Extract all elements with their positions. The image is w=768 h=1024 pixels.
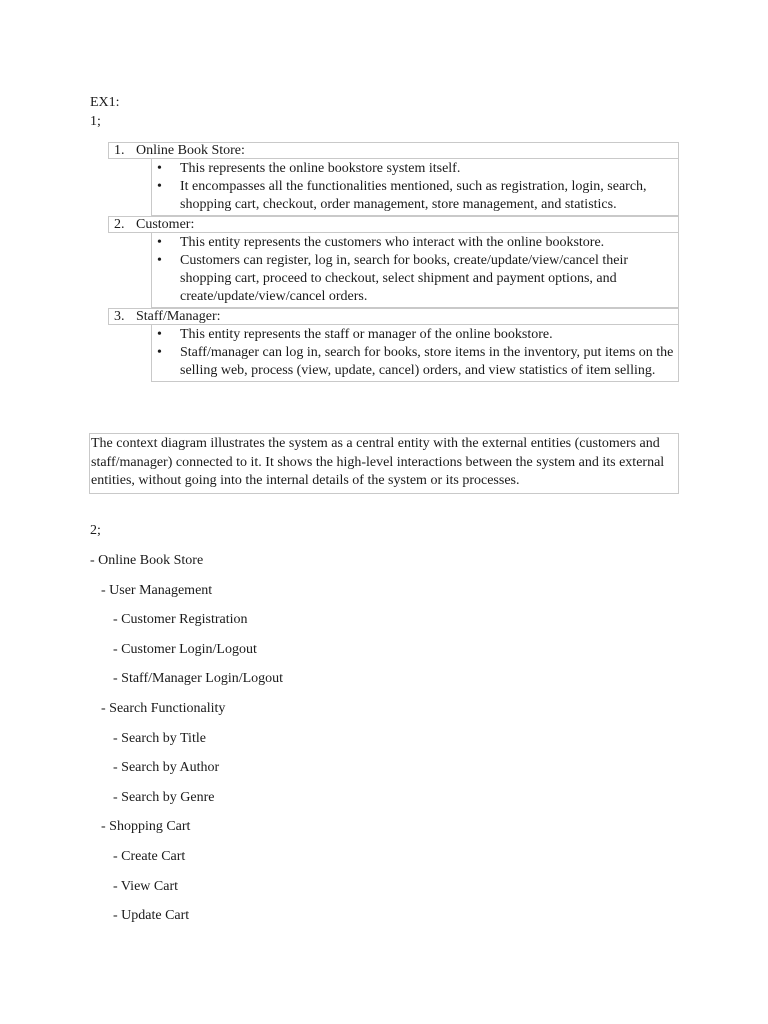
document-title: EX1: [90,95,120,110]
entity-name: Staff/Manager: [136,309,221,324]
tree-item: - Search Functionality [101,700,226,716]
entity-number: 1. [114,143,125,158]
entity-bullets [151,325,679,382]
context-diagram-paragraph: The context diagram illustrates the system as a central entity with the external entities (customers and staff/manager) connected to it. It shows the high-level interactions between the system and its external entities, without going into the internal details of the system or its processes. [89,433,679,494]
bullet-item: • Staff/manager can log in, search for books, store items in the inventory, put items on the selling web, process (view, update, cancel) orders, and view statistics of item selling. [152,344,674,380]
bullet-item: • It encompasses all the functionalities mentioned, such as registration, login, search, shopping cart, checkout, order management, store management, and statistics. [152,178,674,214]
entity-row [108,142,679,159]
bullet-item: • This entity represents the customers who interact with the online bookstore. [152,234,674,252]
tree-item: - User Management [101,582,213,598]
entity-bullets [151,159,679,216]
entity-name: Online Book Store: [136,143,245,158]
tree-item: - Customer Login/Logout [113,641,257,657]
bullet-item: • This represents the online bookstore system itself. [152,160,674,178]
entity-name: Customer: [136,217,195,232]
part2-label: 2; [90,523,101,538]
bullet-item: • This entity represents the staff or manager of the online bookstore. [152,326,674,344]
entity-row [108,308,679,325]
entity-list [108,142,679,382]
tree-item: - Customer Registration [113,612,248,628]
tree-item: - Staff/Manager Login/Logout [113,671,284,687]
tree-item: - Shopping Cart [101,819,191,835]
entity-number: 3. [114,309,125,324]
bullet-item: • Customers can register, log in, search for books, create/update/view/cancel their shopping cart, proceed to checkout, select shipment and payment options, and create/update/view/cancel orders. [152,252,674,306]
tree-item: - Search by Genre [113,789,215,805]
entity-bullets [151,233,679,308]
tree-item: - Search by Author [113,760,220,776]
tree-item: - Update Cart [113,908,190,924]
part1-label: 1; [90,114,101,129]
tree-item: - Search by Title [113,730,206,746]
tree-item: - Create Cart [113,848,186,864]
entity-row [108,216,679,233]
tree-item: - View Cart [113,878,178,894]
entity-number: 2. [114,217,125,232]
functional-tree [90,552,283,937]
tree-item: - Online Book Store [90,553,204,568]
